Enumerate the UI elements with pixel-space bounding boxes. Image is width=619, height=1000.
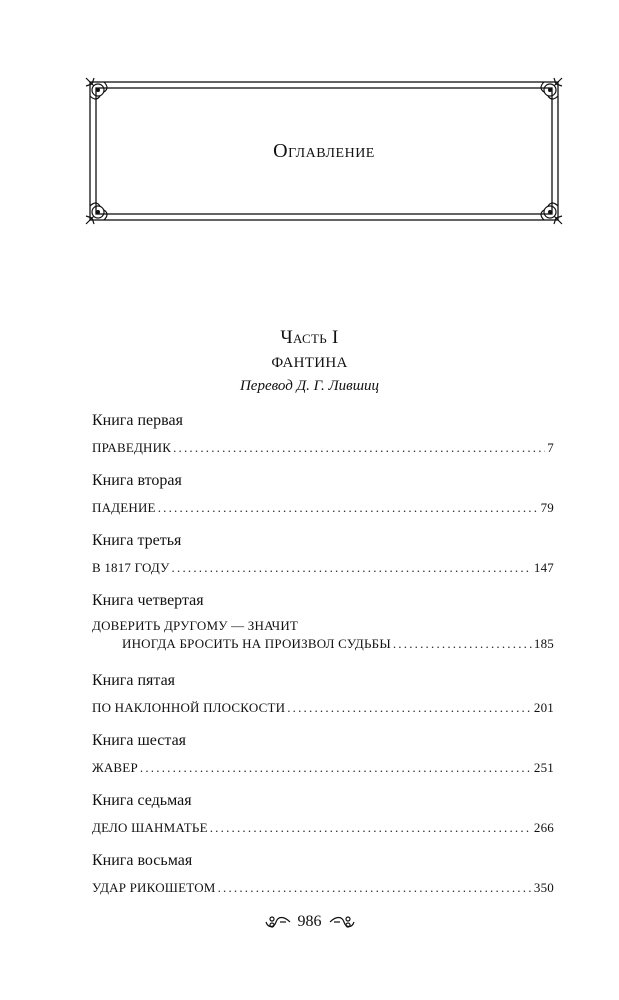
toc-book-8 [92, 852, 554, 912]
toc-entry[interactable] [92, 880, 554, 896]
entry-page: 266 [533, 820, 554, 835]
entry-title: В 1817 ГОДУ [92, 560, 170, 575]
entry-page: 185 [533, 636, 554, 651]
title-frame [84, 76, 564, 226]
dot-leader [287, 700, 532, 716]
entry-title: ПО НАКЛОННОЙ ПЛОСКОСТИ [92, 700, 286, 715]
table-of-contents [92, 412, 554, 912]
entry-title: ЖАВЕР [92, 760, 138, 775]
toc-entry[interactable] [92, 636, 554, 652]
book-label: Книга вторая [92, 472, 182, 489]
toc-book-4 [92, 592, 554, 672]
dot-leader [140, 760, 532, 776]
toc-entry[interactable] [92, 440, 554, 456]
dot-leader [172, 560, 532, 576]
toc-book-7 [92, 792, 554, 852]
page-number: 986 [297, 913, 322, 930]
toc-book-2 [92, 472, 554, 532]
entry-page: 7 [547, 440, 554, 455]
dot-leader [218, 880, 532, 896]
part-title: ФАНТИНА [271, 355, 348, 371]
book-label: Книга первая [92, 412, 183, 429]
toc-entry[interactable] [92, 820, 554, 836]
toc-book-3 [92, 532, 554, 592]
entry-page: 251 [533, 760, 554, 775]
toc-entry[interactable] [92, 560, 554, 576]
entry-page: 79 [540, 500, 554, 515]
toc-book-6 [92, 732, 554, 792]
dot-leader [393, 636, 532, 652]
toc-entry[interactable] [92, 500, 554, 516]
entry-page: 350 [533, 880, 554, 895]
entry-title: УДАР РИКОШЕТОМ [92, 880, 216, 895]
book-label: Книга шестая [92, 732, 187, 749]
entry-title-line1[interactable]: ДОВЕРИТЬ ДРУГОМУ — ЗНАЧИТ [92, 618, 299, 633]
entry-title: ДЕЛО ШАНМАТЬЕ [92, 820, 208, 835]
toc-book-5 [92, 672, 554, 732]
book-label: Книга восьмая [92, 852, 193, 869]
fleuron-left-icon [264, 914, 292, 930]
fleuron-right-icon [328, 914, 356, 930]
entry-page: 201 [533, 700, 554, 715]
book-label: Книга четвертая [92, 592, 204, 609]
book-label: Книга седьмая [92, 792, 192, 809]
entry-title: ПРАВЕДНИК [92, 440, 172, 455]
entry-title: ПАДЕНИЕ [92, 500, 156, 515]
entry-page: 147 [533, 560, 554, 575]
page-title: Оглавление [273, 140, 375, 162]
dot-leader [210, 820, 532, 836]
page-footer [0, 913, 619, 931]
dot-leader [173, 440, 545, 456]
toc-entry[interactable] [92, 760, 554, 776]
book-label: Книга пятая [92, 672, 176, 689]
entry-title: ИНОГДА БРОСИТЬ НА ПРОИЗВОЛ СУДЬБЫ [122, 636, 391, 651]
part-heading [0, 327, 619, 395]
dot-leader [158, 500, 539, 516]
translator-credit: Перевод Д. Г. Лившиц [239, 378, 380, 394]
toc-book-1 [92, 412, 554, 472]
book-label: Книга третья [92, 532, 182, 549]
toc-entry[interactable] [92, 700, 554, 716]
part-label: Часть I [280, 327, 339, 348]
